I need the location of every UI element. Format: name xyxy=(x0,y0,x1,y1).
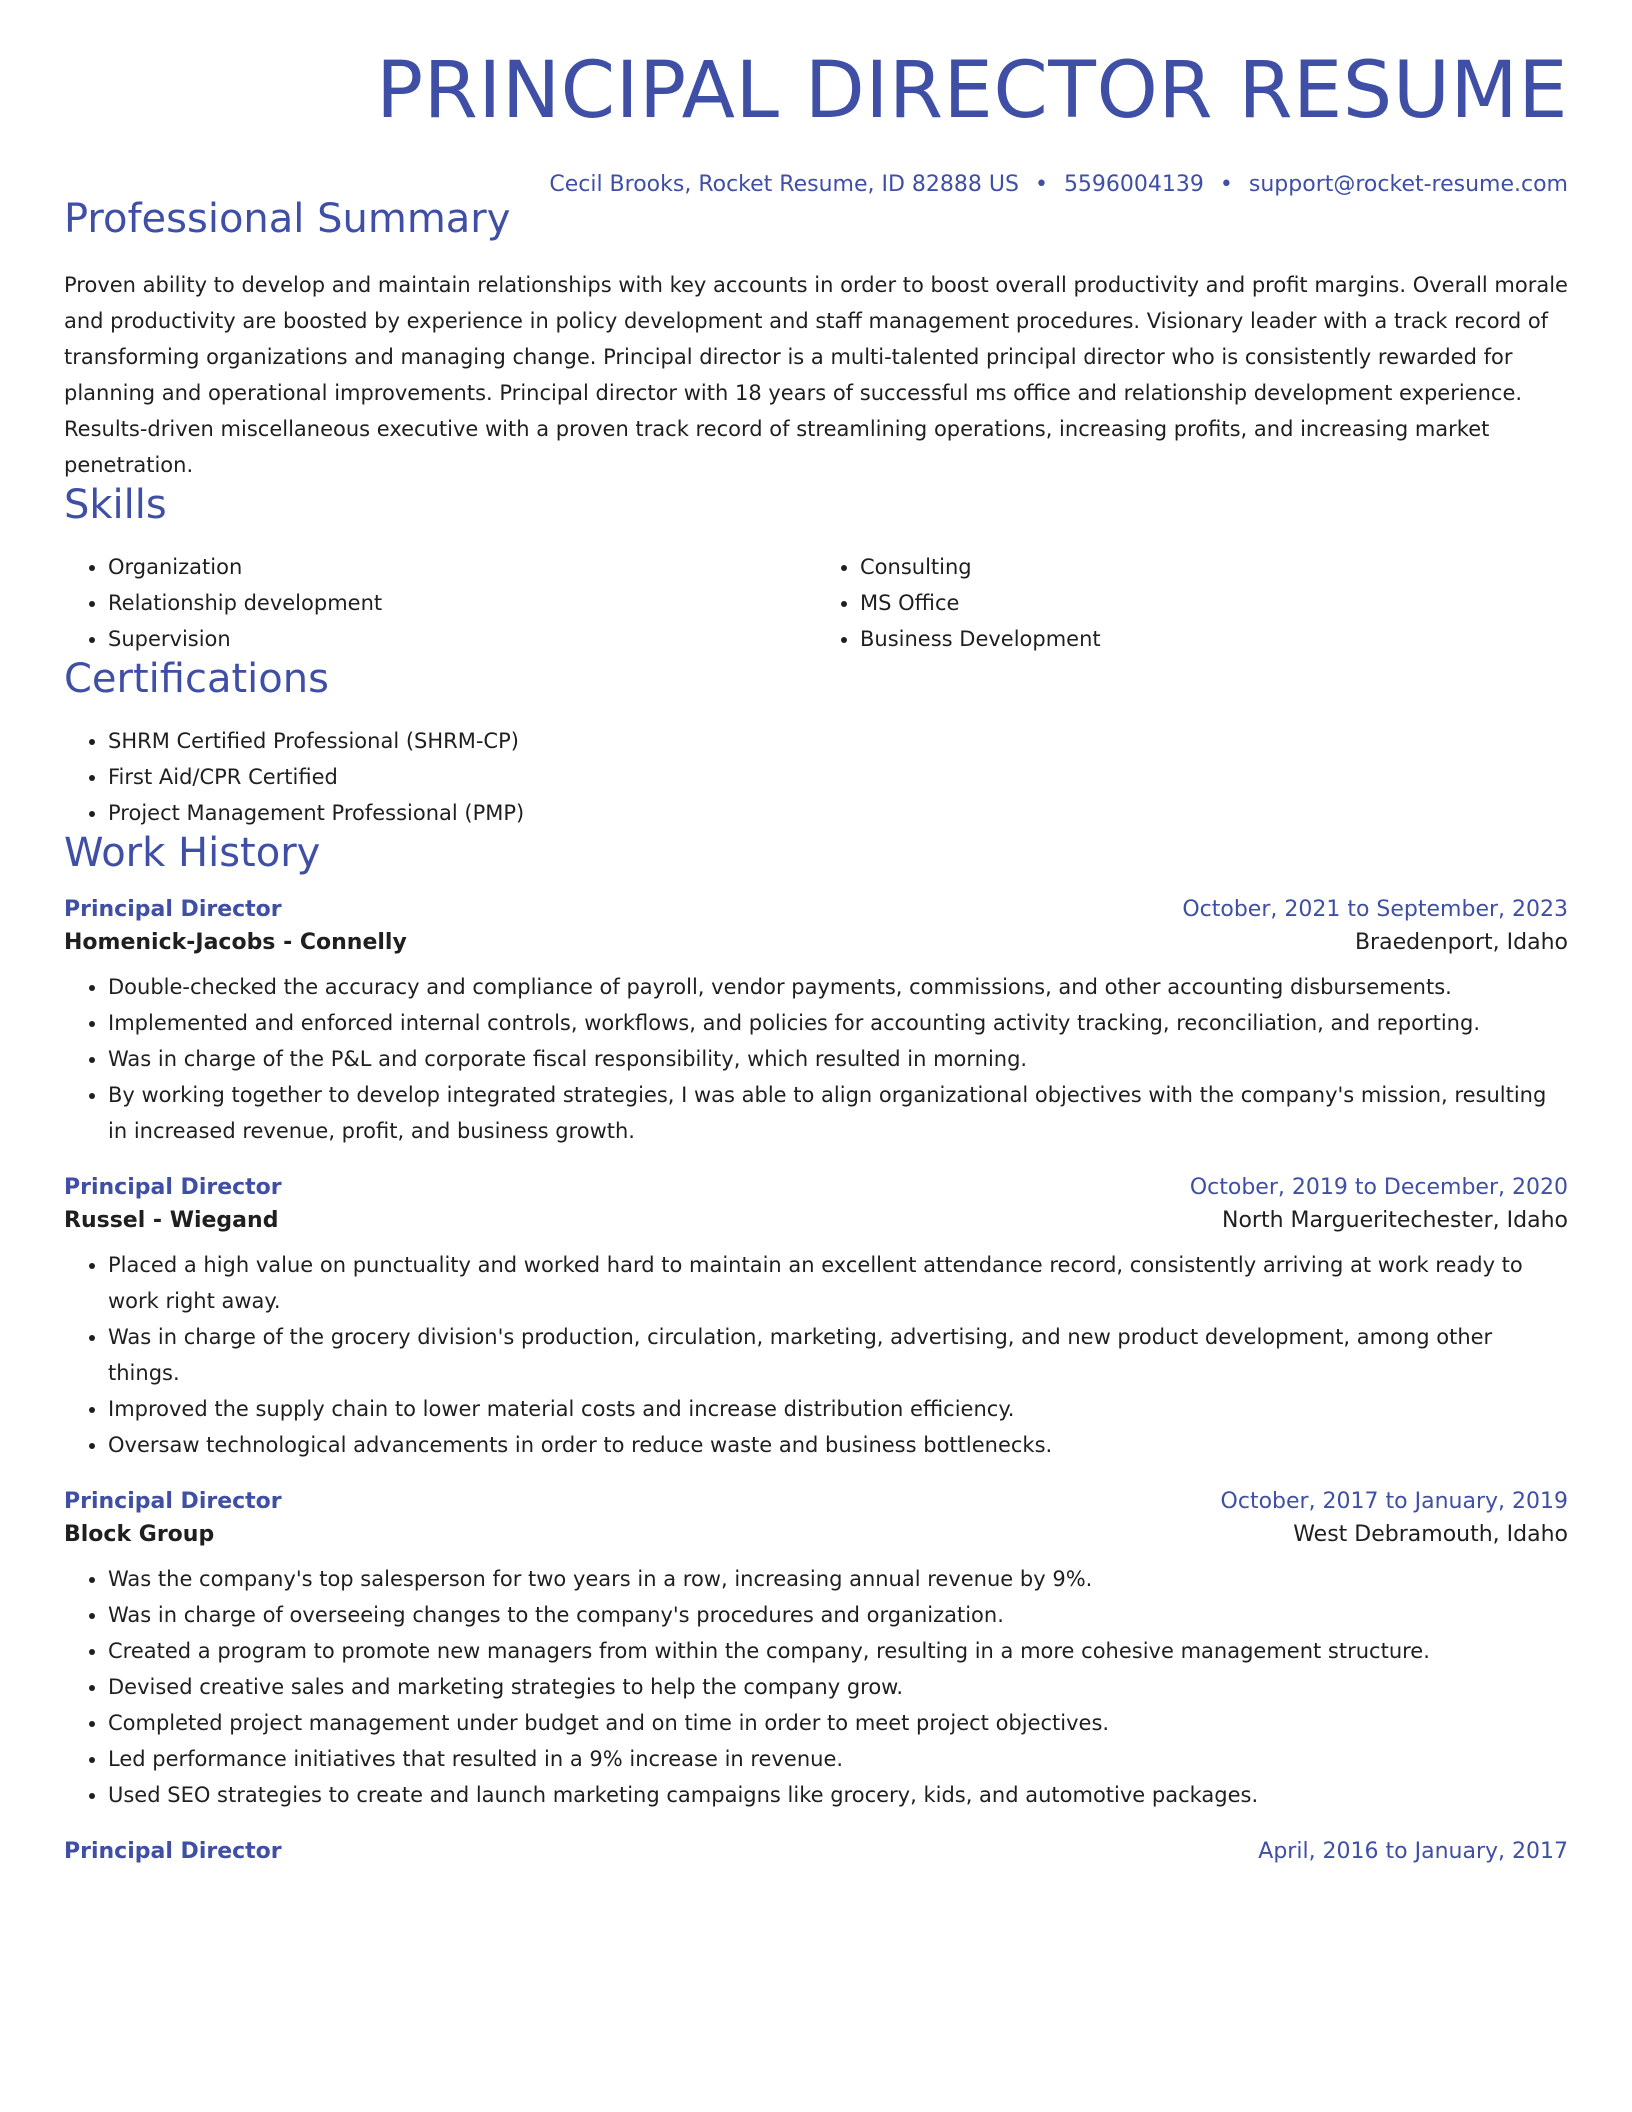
job-bullets xyxy=(64,1247,1568,1463)
job-title: Principal Director xyxy=(64,1489,282,1514)
job-bullet: • Implemented and enforced internal controls, workflows, and policies for accounting activity tracking, reconciliation, and reporting. xyxy=(108,1005,1568,1041)
job-bullet: • Was the company's top salesperson for two years in a row, increasing annual revenue by 9%. xyxy=(108,1561,1568,1597)
job-bullet: • Used SEO strategies to create and launch marketing campaigns like grocery, kids, and automotive packages. xyxy=(108,1777,1568,1813)
work-history-heading: Work History xyxy=(64,830,321,876)
job-bullet: • Led performance initiatives that resulted in a 9% increase in revenue. xyxy=(108,1741,1568,1777)
job-bullets xyxy=(64,969,1568,1149)
job-entry xyxy=(64,1175,1568,1463)
job-title: Principal Director xyxy=(64,1175,282,1200)
job-bullet: • Devised creative sales and marketing strategies to help the company grow. xyxy=(108,1669,1568,1705)
job-dates: October, 2019 to December, 2020 xyxy=(1189,1175,1568,1200)
certification-item: • First Aid/CPR Certified xyxy=(108,759,1568,795)
job-dates: October, 2017 to January, 2019 xyxy=(1220,1489,1568,1514)
job-entry xyxy=(64,897,1568,1149)
contact-phone: 5596004139 xyxy=(1063,172,1204,197)
job-entry xyxy=(64,1489,1568,1813)
work-history-list xyxy=(64,897,1568,1864)
job-dates: April, 2016 to January, 2017 xyxy=(1258,1839,1568,1864)
job-bullet: • Created a program to promote new managers from within the company, resulting in a more cohesive management structure. xyxy=(108,1633,1568,1669)
skill-item: • Relationship development xyxy=(108,585,816,621)
job-bullet: • Was in charge of the P&L and corporate fiscal responsibility, which resulted in morning. xyxy=(108,1041,1568,1077)
contact-line xyxy=(64,172,1568,197)
job-bullet: • Placed a high value on punctuality and worked hard to maintain an excellent attendance record, consistently arriving at work ready to work right away. xyxy=(108,1247,1568,1319)
summary-heading: Professional Summary xyxy=(64,196,511,242)
job-bullet: • Oversaw technological advancements in order to reduce waste and business bottlenecks. xyxy=(108,1427,1568,1463)
certifications-list xyxy=(64,723,1568,831)
resume-title: PRINCIPAL DIRECTOR RESUME xyxy=(376,46,1568,136)
job-company: Russel - Wiegand xyxy=(64,1208,279,1233)
contact-address: Cecil Brooks, Rocket Resume, ID 82888 US xyxy=(549,172,1019,197)
job-dates: October, 2021 to September, 2023 xyxy=(1182,897,1568,922)
job-bullet: • Completed project management under budget and on time in order to meet project objectives. xyxy=(108,1705,1568,1741)
certifications-heading: Certifications xyxy=(64,656,329,702)
job-title: Principal Director xyxy=(64,1839,282,1864)
job-bullet: • Double-checked the accuracy and compliance of payroll, vendor payments, commissions, and other accounting disbursements. xyxy=(108,969,1568,1005)
summary-text: Proven ability to develop and maintain relationships with key accounts in order to boost overall productivity and profit margins. Overall morale and productivity are boosted by experience in policy development and staff management procedures. Visionary leader with a track record of transforming organizations and managing change. Principal director is a multi-talented principal director who is consistently rewarded for planning and operational improvements. Principal director with 18 years of successful ms office and relationship development experience. Results-driven miscellaneous executive with a proven track record of streamlining operations, increasing profits, and increasing market penetration. xyxy=(64,273,1568,477)
job-bullets xyxy=(64,1561,1568,1813)
skills-grid xyxy=(64,549,1568,657)
job-company: Block Group xyxy=(64,1522,215,1547)
contact-separator: • xyxy=(1034,172,1048,197)
job-title: Principal Director xyxy=(64,897,282,922)
job-location: North Margueritechester, Idaho xyxy=(1222,1208,1568,1233)
job-company: Homenick-Jacobs - Connelly xyxy=(64,930,407,955)
job-bullet: • Was in charge of overseeing changes to the company's procedures and organization. xyxy=(108,1597,1568,1633)
job-bullet: • Improved the supply chain to lower material costs and increase distribution efficiency. xyxy=(108,1391,1568,1427)
job-bullet: • By working together to develop integrated strategies, I was able to align organizational objectives with the company's mission, resulting in increased revenue, profit, and business growth. xyxy=(108,1077,1568,1149)
contact-separator: • xyxy=(1219,172,1233,197)
job-bullet: • Was in charge of the grocery division's production, circulation, marketing, advertising, and new product development, among other things. xyxy=(108,1319,1568,1391)
certification-item: • Project Management Professional (PMP) xyxy=(108,795,1568,831)
job-location: Braedenport, Idaho xyxy=(1354,930,1568,955)
skill-item: • MS Office xyxy=(860,585,1568,621)
skills-list-right xyxy=(816,549,1568,657)
skill-item: • Supervision xyxy=(108,621,816,657)
job-entry xyxy=(64,1839,1568,1864)
skills-list-left xyxy=(64,549,816,657)
certification-item: • SHRM Certified Professional (SHRM-CP) xyxy=(108,723,1568,759)
skill-item: • Organization xyxy=(108,549,816,585)
skill-item: • Consulting xyxy=(860,549,1568,585)
skills-heading: Skills xyxy=(64,482,167,528)
contact-email[interactable]: support@rocket-resume.com xyxy=(1248,172,1568,197)
job-location: West Debramouth, Idaho xyxy=(1293,1522,1568,1547)
skill-item: • Business Development xyxy=(860,621,1568,657)
